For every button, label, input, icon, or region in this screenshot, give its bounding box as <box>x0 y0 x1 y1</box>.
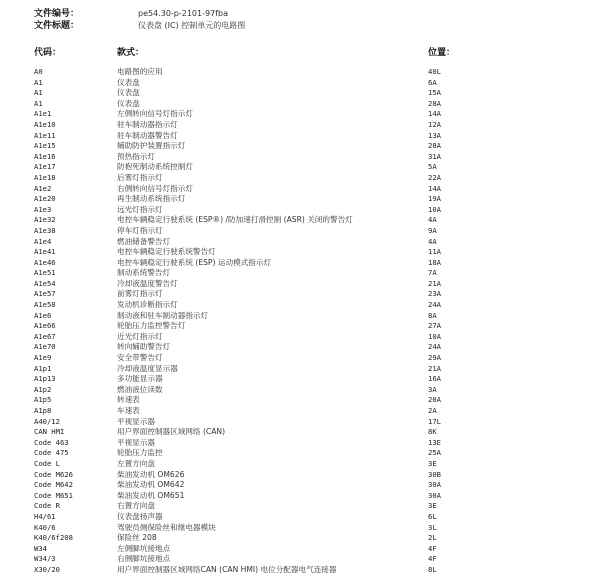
row-name: 仪表盘扬声器 <box>117 511 163 521</box>
row-code: A1e3 <box>34 204 52 214</box>
row-location: 31A <box>428 151 441 161</box>
row-location: 11A <box>428 247 441 257</box>
row-location: 28A <box>428 141 441 151</box>
row-name: 车速表 <box>117 406 140 415</box>
row-name: 电控车辆稳定行驶系统警告灯 <box>117 247 216 257</box>
row-name: 轮胎压力监控 <box>117 448 163 458</box>
table-row <box>0 141 600 152</box>
doc-title-label: 文件标题： <box>34 21 80 31</box>
row-name: 燃油储备警告灯 <box>117 236 171 246</box>
table-row <box>0 385 600 396</box>
row-name: 驻车制动器指示灯 <box>117 119 178 129</box>
table-row <box>0 237 600 248</box>
row-name: 安全带警告灯 <box>117 353 163 363</box>
row-code: A1e67 <box>34 331 56 341</box>
table-row <box>0 512 600 523</box>
document-meta <box>34 8 245 32</box>
table-row <box>0 438 600 449</box>
table-row <box>0 311 600 322</box>
table-row <box>0 406 600 417</box>
row-code: Code 475 <box>34 448 69 458</box>
row-location: 30A <box>428 480 441 490</box>
doc-number-label: 文件编号： <box>34 9 80 19</box>
header-name: 款式： <box>117 48 145 58</box>
row-name: 冷却液温度显示器 <box>117 363 178 373</box>
row-name: 后雾灯指示灯 <box>117 172 163 182</box>
table-row <box>0 247 600 258</box>
table-row <box>0 395 600 406</box>
row-location: 4F <box>428 554 437 564</box>
row-code: A1e18 <box>34 172 56 182</box>
row-code: A1e2 <box>34 183 52 193</box>
row-code: Code 463 <box>34 437 69 447</box>
row-location: 8L <box>428 564 437 574</box>
row-location: 21A <box>428 363 441 373</box>
table-row <box>0 173 600 184</box>
row-code: A1e41 <box>34 247 56 257</box>
row-code: CAN HMI <box>34 427 65 437</box>
row-code: A1e32 <box>34 215 56 225</box>
row-code: Code M626 <box>34 469 73 479</box>
row-name: 转速表 <box>117 395 140 405</box>
row-location: 22A <box>428 172 441 182</box>
row-code: K40/6 <box>34 522 56 532</box>
row-code: A1e6 <box>34 310 52 320</box>
row-location: 10A <box>428 204 441 214</box>
row-location: 9A <box>428 225 437 235</box>
row-code: W34/3 <box>34 554 56 564</box>
table-row <box>0 184 600 195</box>
row-code: Code L <box>34 458 60 468</box>
table-row <box>0 544 600 555</box>
row-location: 21A <box>428 278 441 288</box>
table-row <box>0 88 600 99</box>
row-code: A1e54 <box>34 278 56 288</box>
header-location: 位置： <box>428 48 456 58</box>
row-location: 30B <box>428 469 441 479</box>
row-code: A40/12 <box>34 416 60 426</box>
row-location: 7A <box>428 268 437 278</box>
table-row <box>0 109 600 120</box>
row-location: 25A <box>428 448 441 458</box>
row-name: 用户界面控制器区域网络CAN (CAN HMI) 电位分配器电气连接器 <box>117 564 337 574</box>
row-code: A1p13 <box>34 374 56 384</box>
row-name: 柴油发动机 OM651 <box>117 490 185 500</box>
row-location: 18A <box>428 257 441 267</box>
row-name: 停车灯指示灯 <box>117 225 163 235</box>
row-code: H4/61 <box>34 511 56 521</box>
table-row <box>0 268 600 279</box>
row-name: 右侧转向信号灯指示灯 <box>117 183 193 193</box>
table-row <box>0 364 600 375</box>
row-code: K40/6f208 <box>34 533 73 543</box>
table-row <box>0 554 600 565</box>
row-name: 辅助防护装置指示灯 <box>117 141 186 151</box>
row-code: A1e46 <box>34 257 56 267</box>
row-name: 前雾灯指示灯 <box>117 289 163 299</box>
row-code: Code M651 <box>34 490 73 500</box>
row-name: 驾驶员侧保险丝和继电器模块 <box>117 522 216 532</box>
row-location: 29A <box>428 353 441 363</box>
row-code: A1e70 <box>34 342 56 352</box>
row-code: Code R <box>34 501 60 511</box>
row-name: 电控车辆稳定行驶系统 (ESP®) /防加速打滑控制 (ASR) 关闭的警告灯 <box>117 215 353 225</box>
row-location: 10A <box>428 331 441 341</box>
table-row <box>0 321 600 332</box>
row-location: 3E <box>428 458 437 468</box>
row-location: 12A <box>428 119 441 129</box>
table-row <box>0 470 600 481</box>
row-name: 用户界面控制器区域网络 (CAN) <box>117 427 226 437</box>
table-row <box>0 342 600 353</box>
table-row <box>0 205 600 216</box>
row-location: 3A <box>428 384 437 394</box>
row-location: 14A <box>428 109 441 119</box>
row-name: 转向辅助警告灯 <box>117 342 171 352</box>
table-row <box>0 215 600 226</box>
row-name: 多功能显示器 <box>117 374 163 384</box>
table-row <box>0 427 600 438</box>
row-name: 轮胎压力监控警告灯 <box>117 321 186 331</box>
row-code: A1e10 <box>34 119 56 129</box>
table-row <box>0 533 600 544</box>
row-location: 6A <box>428 77 437 87</box>
table-row <box>0 78 600 89</box>
row-location: 13A <box>428 130 441 140</box>
row-name: 制动液和驻车制动器指示灯 <box>117 310 209 320</box>
row-name: 仪表盘 <box>117 77 140 87</box>
row-name: 制动系统警告灯 <box>117 268 171 278</box>
row-location: 2L <box>428 533 437 543</box>
row-code: A1e17 <box>34 162 56 172</box>
row-name: 柴油发动机 OM642 <box>117 480 185 490</box>
table-row <box>0 131 600 142</box>
row-code: A1e4 <box>34 236 52 246</box>
row-name: 平视显示器 <box>117 437 155 447</box>
table-row <box>0 289 600 300</box>
table-row <box>0 353 600 364</box>
table-header <box>0 47 600 59</box>
row-code: A1e15 <box>34 141 56 151</box>
table-row <box>0 162 600 173</box>
table-row <box>0 258 600 269</box>
row-location: 14A <box>428 183 441 193</box>
row-code: A1e16 <box>34 151 56 161</box>
table-row <box>0 480 600 491</box>
table-row <box>0 448 600 459</box>
table-row <box>0 501 600 512</box>
row-location: 3L <box>428 522 437 532</box>
row-location: 40L <box>428 67 441 76</box>
row-code: A1p8 <box>34 406 52 415</box>
row-code: W34 <box>34 543 47 553</box>
row-name: 电控车辆稳定行驶系统 (ESP) 运动模式指示灯 <box>117 257 272 267</box>
table-row <box>0 491 600 502</box>
row-location: 4A <box>428 215 437 225</box>
row-location: 4A <box>428 236 437 246</box>
table-row <box>0 67 600 78</box>
row-name: 防抱死制动系统控制灯 <box>117 162 193 172</box>
row-code: A1e58 <box>34 300 56 310</box>
row-name: 燃油液位读数 <box>117 384 163 394</box>
row-location: 24A <box>428 300 441 310</box>
row-code: A1 <box>34 77 43 87</box>
table-row <box>0 417 600 428</box>
row-name: 左置方向盘 <box>117 458 155 468</box>
row-location: 4F <box>428 543 437 553</box>
component-table <box>0 67 600 576</box>
row-name: 驻车制动器警告灯 <box>117 130 178 140</box>
table-row <box>0 194 600 205</box>
row-code: A1e11 <box>34 130 56 140</box>
row-code: X30/20 <box>34 564 60 574</box>
row-name: 保险丝 208 <box>117 533 157 543</box>
doc-number-value: pe54.30-p-2101-97fba <box>138 9 228 18</box>
row-name: 预热指示灯 <box>117 151 155 161</box>
table-row <box>0 565 600 576</box>
row-location: 5A <box>428 162 437 172</box>
row-code: A1e20 <box>34 194 56 204</box>
row-code: A1e1 <box>34 109 52 119</box>
row-location: 15A <box>428 88 441 98</box>
row-name: 柴油发动机 OM626 <box>117 469 185 479</box>
table-row <box>0 99 600 110</box>
row-location: 17L <box>428 416 441 426</box>
row-code: A1 <box>34 98 43 108</box>
row-code: A1e66 <box>34 321 56 331</box>
table-row <box>0 459 600 470</box>
row-name: 仪表盘 <box>117 98 140 108</box>
table-row <box>0 332 600 343</box>
row-location: 8A <box>428 310 437 320</box>
row-code: A1e38 <box>34 225 56 235</box>
row-location: 13E <box>428 437 441 447</box>
row-name: 仪表盘 <box>117 88 140 98</box>
table-row <box>0 374 600 385</box>
row-location: 27A <box>428 321 441 331</box>
row-location: 20A <box>428 395 441 405</box>
row-location: 24A <box>428 342 441 352</box>
table-row <box>0 279 600 290</box>
row-name: 右置方向盘 <box>117 501 155 511</box>
doc-number-row <box>34 8 245 20</box>
doc-title-row <box>34 20 245 32</box>
row-name: 左侧脚坑接地点 <box>117 543 171 553</box>
row-code: A1e57 <box>34 289 56 299</box>
row-location: 19A <box>428 194 441 204</box>
row-code: A1 <box>34 88 43 98</box>
row-code: A1e51 <box>34 268 56 278</box>
row-name: 发动机诊断指示灯 <box>117 300 178 310</box>
row-name: 再生制动系统指示灯 <box>117 194 186 204</box>
row-location: 28A <box>428 98 441 108</box>
row-location: 6L <box>428 511 437 521</box>
row-code: A1p2 <box>34 384 52 394</box>
row-code: A1p1 <box>34 363 52 373</box>
table-row <box>0 523 600 534</box>
row-location: 30A <box>428 490 441 500</box>
row-code: A1p5 <box>34 395 52 405</box>
header-code: 代码： <box>34 48 62 58</box>
row-name: 近光灯指示灯 <box>117 331 163 341</box>
row-code: Code M642 <box>34 480 73 490</box>
row-name: 右侧脚坑接地点 <box>117 554 171 564</box>
row-name: 左侧转向信号灯指示灯 <box>117 109 193 119</box>
row-name: 平视显示器 <box>117 416 155 426</box>
row-location: 2A <box>428 406 437 415</box>
table-row <box>0 300 600 311</box>
doc-title-value: 仪表盘 (IC) 控制单元的电路图 <box>138 21 246 30</box>
row-name: 电路图的应用 <box>117 67 163 76</box>
row-code: A1e9 <box>34 353 52 363</box>
row-location: 8K <box>428 427 437 437</box>
table-row <box>0 152 600 163</box>
row-location: 23A <box>428 289 441 299</box>
row-name: 冷却液温度警告灯 <box>117 278 178 288</box>
row-name: 远光灯指示灯 <box>117 204 163 214</box>
row-location: 3E <box>428 501 437 511</box>
row-location: 16A <box>428 374 441 384</box>
table-row <box>0 120 600 131</box>
row-code: A0 <box>34 67 43 76</box>
table-row <box>0 226 600 237</box>
